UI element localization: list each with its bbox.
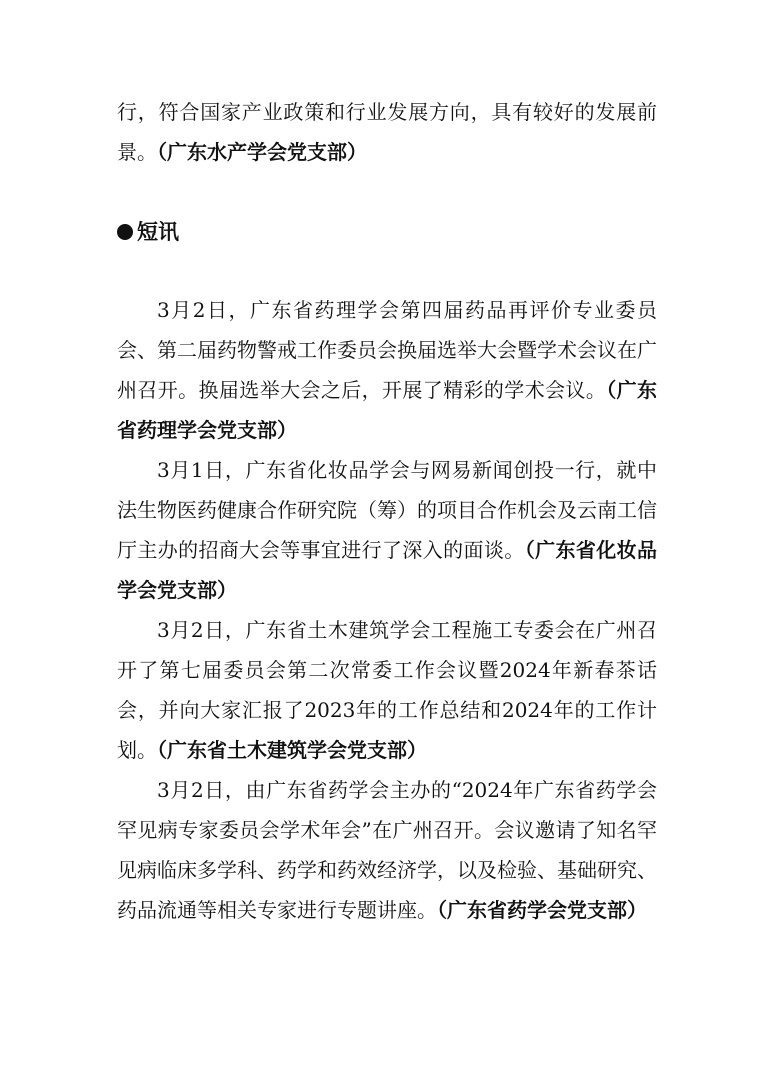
news-text: 3月2日，广东省土木建筑学会工程施工专委会在广州召开了第七届委员会第二次常委工作会议暨2024年新春茶话会，并向大家汇报了2023年的工作总结和2024年的工作计划。 [117,618,657,762]
news-text: 3月2日，由广东省药学会主办的“2024年广东省药学会罕见病专家委员会学术年会”在广州召开。会议邀请了知名罕见病临床多学科、药学和药效经济学，以及检验、基础研究、药品流通等相关专家进行专题讲座。 [117,778,657,922]
news-item [117,290,657,450]
news-item [117,450,657,610]
news-item [117,770,657,930]
intro-source: （广东水产学会党支部） [157,140,367,164]
section-heading [117,212,657,252]
news-source: （广东省药理学会党支部） [117,378,658,442]
news-item [117,610,657,770]
news-source: （广东省药学会党支部） [437,898,647,922]
news-text: 3月2日，广东省药理学会第四届药品再评价专业委员会、第二届药物警戒工作委员会换届选举大会暨学术会议在广州召开。换届选举大会之后，开展了精彩的学术会议。 [117,298,657,402]
news-source: （广东省化妆品学会党支部） [117,538,658,602]
bullet-icon [117,224,133,240]
document-page [117,92,657,930]
news-source: （广东省土木建筑学会党支部） [157,738,427,762]
news-text: 3月1日，广东省化妆品学会与网易新闻创投一行，就中法生物医药健康合作研究院（筹）的项目合作机会及云南工信厅主办的招商大会等事宜进行了深入的面谈。 [117,458,657,562]
intro-paragraph [117,92,657,172]
section-title: 短讯 [137,220,179,244]
intro-text: 行，符合国家产业政策和行业发展方向，具有较好的发展前景。 [117,100,657,164]
